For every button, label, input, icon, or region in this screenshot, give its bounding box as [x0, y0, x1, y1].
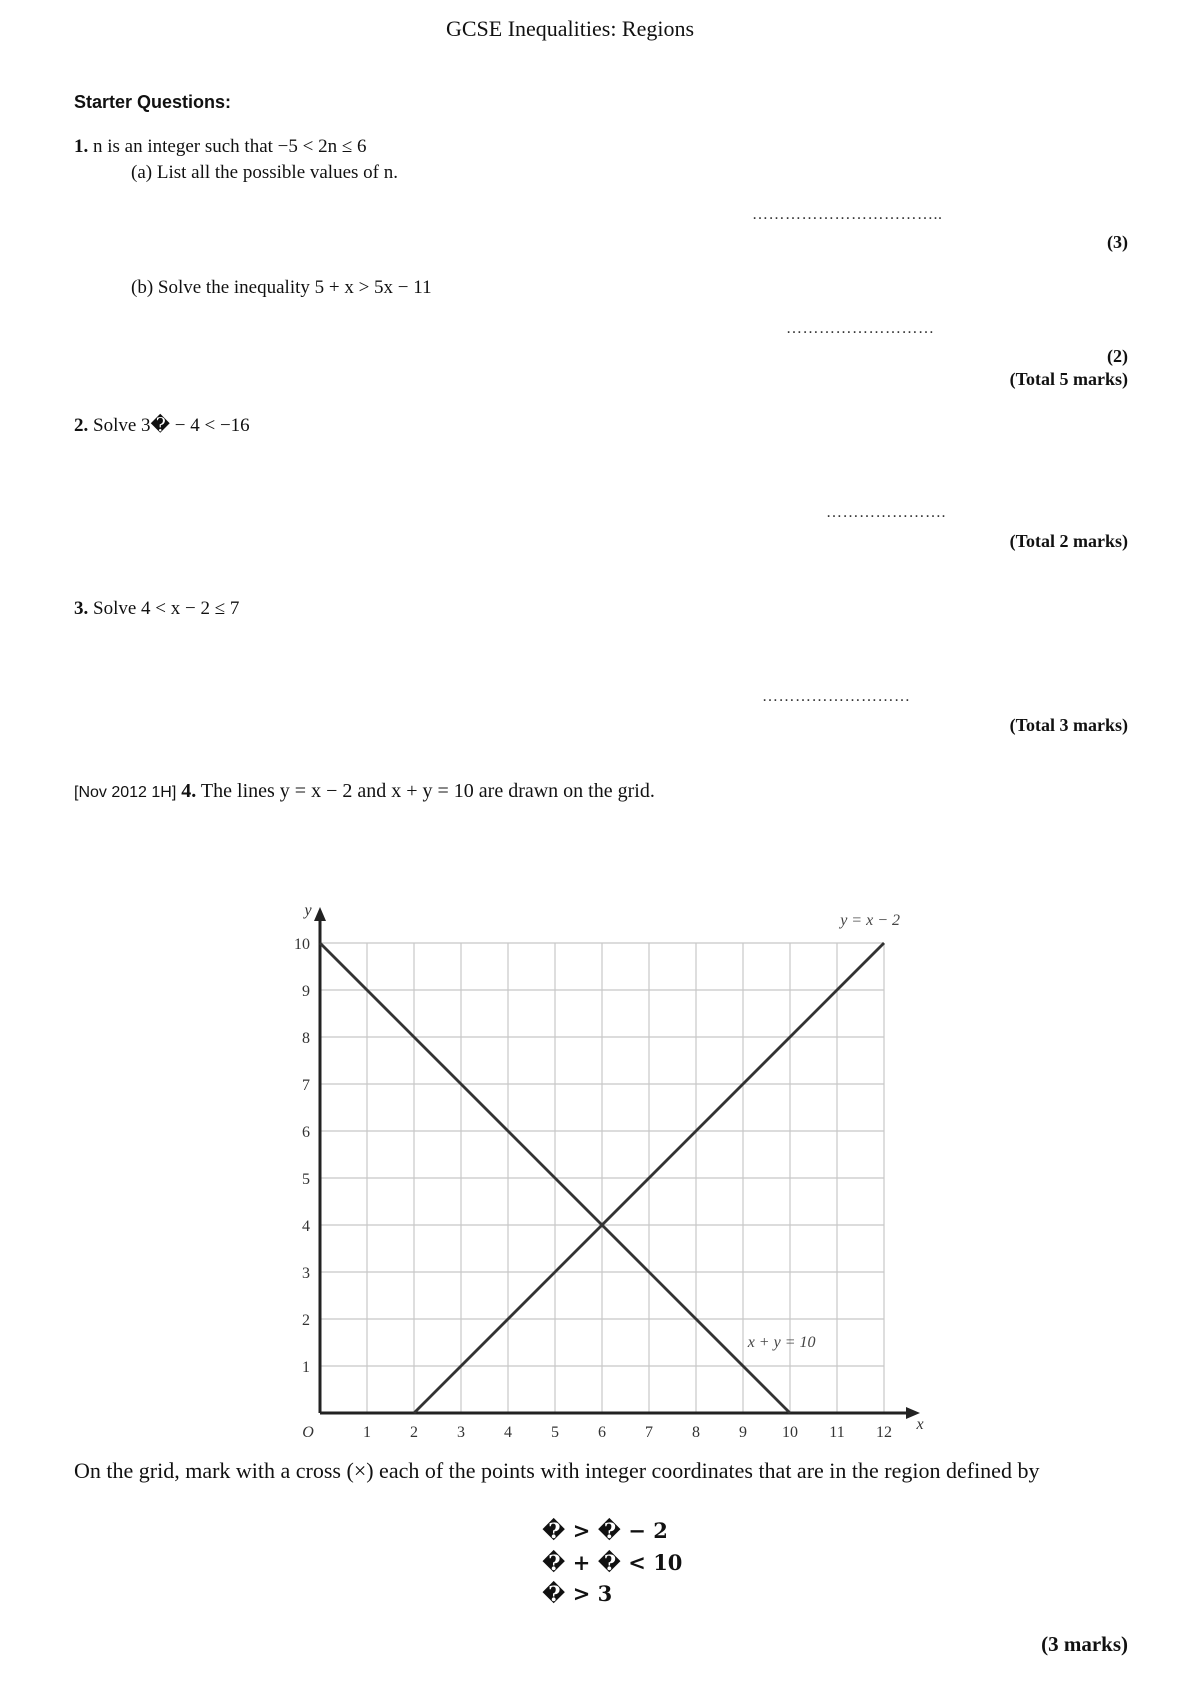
- question-number: 3.: [74, 598, 89, 619]
- inequality-3: � > 3: [542, 1581, 613, 1606]
- question-2: [74, 414, 250, 437]
- coordinate-grid[interactable]: [270, 900, 930, 1440]
- x-tick-label: 5: [551, 1424, 559, 1440]
- marks-1a: (3): [1107, 232, 1128, 252]
- x-axis-label: x: [916, 1416, 924, 1433]
- question-3: [74, 598, 239, 620]
- y-tick-label: 10: [294, 936, 310, 953]
- y-tick-label: 4: [302, 1218, 310, 1235]
- question-2-text: Solve 3� − 4 < −16: [93, 415, 250, 436]
- series-label: y = x − 2: [840, 912, 900, 929]
- answer-line-1a[interactable]: ……………………………..: [752, 206, 943, 223]
- y-tick-label: 5: [302, 1171, 310, 1188]
- marks-4: (3 marks): [1041, 1632, 1128, 1656]
- y-axis-arrow: [314, 907, 326, 921]
- x-tick-label: 4: [504, 1424, 512, 1440]
- x-tick-label: 1: [363, 1424, 371, 1440]
- starter-heading: Starter Questions:: [74, 92, 232, 112]
- y-axis-label: y: [304, 902, 312, 919]
- x-tick-label: 6: [598, 1424, 606, 1440]
- answer-line-2[interactable]: ………………….: [826, 504, 946, 521]
- tick-labels: [294, 902, 924, 1440]
- inequality-1: � > � − 2: [542, 1518, 668, 1543]
- origin-label: O: [302, 1424, 314, 1440]
- total-marks-1: (Total 5 marks): [1009, 369, 1128, 389]
- question-1-text: n is an integer such that −5 < 2n ≤ 6: [93, 136, 367, 157]
- x-tick-label: 11: [829, 1424, 845, 1440]
- x-tick-label: 10: [782, 1424, 798, 1440]
- answer-line-3[interactable]: ………………………: [762, 688, 911, 705]
- question-1b-text: (b) Solve the inequality 5 + x > 5x − 11: [131, 277, 432, 298]
- y-tick-label: 1: [302, 1359, 310, 1376]
- question-1a-text: (a) List all the possible values of n.: [131, 162, 398, 183]
- y-tick-label: 8: [302, 1030, 310, 1047]
- x-tick-label: 12: [876, 1424, 892, 1440]
- page-title: GCSE Inequalities: Regions: [445, 16, 695, 41]
- x-tick-label: 9: [739, 1424, 747, 1440]
- x-tick-label: 8: [692, 1424, 700, 1440]
- series-lines: [320, 912, 900, 1413]
- y-tick-label: 6: [302, 1124, 310, 1141]
- answer-line-1b[interactable]: ………………………: [786, 320, 935, 337]
- question-4-text: The lines y = x − 2 and x + y = 10 are drawn on the grid.: [200, 780, 655, 802]
- question-number: 2.: [74, 415, 89, 436]
- x-tick-label: 7: [645, 1424, 653, 1440]
- inequality-2: � + � < 10: [542, 1550, 683, 1575]
- y-tick-label: 9: [302, 983, 310, 1000]
- axes: [314, 907, 920, 1419]
- x-tick-label: 2: [410, 1424, 418, 1440]
- total-marks-3: (Total 3 marks): [1009, 715, 1128, 735]
- y-tick-label: 3: [302, 1265, 310, 1282]
- question-source: [Nov 2012 1H]: [74, 784, 177, 801]
- marks-1b: (2): [1107, 346, 1128, 366]
- question-number: 4.: [181, 780, 197, 802]
- y-tick-label: 7: [302, 1077, 310, 1094]
- question-number: 1.: [74, 136, 89, 157]
- question-4: [74, 780, 655, 803]
- y-tick-label: 2: [302, 1312, 310, 1329]
- question-4-instruction: On the grid, mark with a cross (×) each of the points with integer coordinates that are in the region defined by: [74, 1458, 1040, 1483]
- x-tick-label: 3: [457, 1424, 465, 1440]
- question-1-stem: [74, 136, 367, 158]
- series-label: x + y = 10: [747, 1334, 816, 1352]
- question-3-text: Solve 4 < x − 2 ≤ 7: [93, 598, 240, 619]
- total-marks-2: (Total 2 marks): [1009, 531, 1128, 551]
